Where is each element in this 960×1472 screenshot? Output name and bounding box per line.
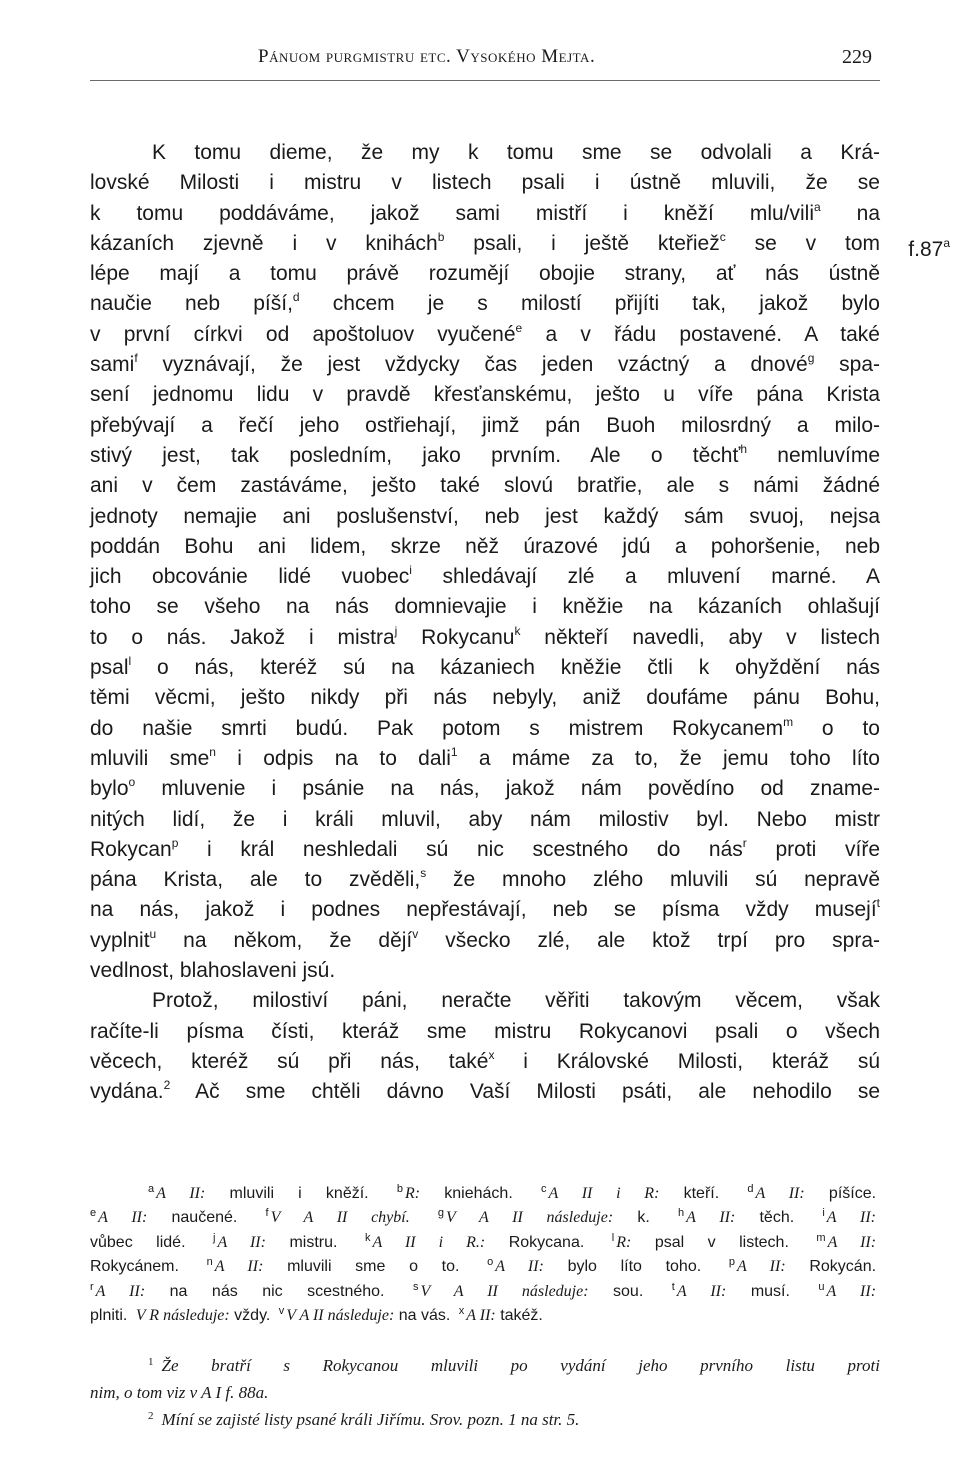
text-segment: jednoty nemajie ani poslušenství, neb jest každý sám svuoj, nejsa <box>90 504 880 528</box>
apparatus-source: A II: <box>686 1209 736 1227</box>
text-segment: na <box>820 201 881 225</box>
text-line <box>90 926 880 956</box>
apparatus-item <box>822 1209 876 1226</box>
apparatus-reading: bylo líto toho. <box>567 1258 702 1276</box>
text-line <box>90 683 880 713</box>
apparatus-line <box>90 1231 880 1255</box>
text-segment: se v tom <box>725 231 880 255</box>
footnote-text: Míní se zajisté listy psané králi Jiřímu. Srov. pozn. 1 na str. 5. <box>161 1410 580 1429</box>
margin-folio-sup: a <box>943 236 950 250</box>
footnote-number: 2 <box>148 1410 154 1422</box>
note-marker: v <box>412 926 419 941</box>
apparatus-source: R: <box>616 1233 632 1251</box>
text-segment: někteří navedli, aby v listech <box>520 625 881 649</box>
text-segment: Ač sme chtěli dávno Vaší Milosti psáti, ale nehodilo se <box>170 1080 880 1104</box>
note-marker: f <box>134 351 138 366</box>
apparatus-item <box>364 1231 585 1251</box>
apparatus-marker: a <box>148 1183 155 1195</box>
footnote-number: 1 <box>148 1356 154 1368</box>
apparatus-line <box>90 1206 880 1230</box>
note-marker: 2 <box>163 1078 171 1093</box>
apparatus-line <box>90 1280 880 1304</box>
apparatus-source: A II: <box>95 1282 146 1300</box>
apparatus-item <box>90 1234 186 1251</box>
note-marker: a <box>814 199 821 214</box>
text-segment: o to <box>793 716 880 740</box>
apparatus-marker: s <box>412 1280 419 1293</box>
text-line <box>90 380 880 410</box>
apparatus-reading: vždy. <box>234 1307 271 1325</box>
apparatus-marker: r <box>90 1280 94 1293</box>
text-line <box>90 532 880 562</box>
note-marker: n <box>209 744 216 759</box>
apparatus-reading: píšíce. <box>828 1185 877 1202</box>
text-segment: to o nás. Jakož i mistra <box>90 625 395 649</box>
apparatus-reading: mistru. <box>289 1233 338 1251</box>
text-segment: že mnoho zlého mluvili sú nepravě <box>426 868 880 892</box>
text-segment: chcem je s milostí přijíti tak, jakož bylo <box>299 292 880 316</box>
apparatus-marker: c <box>540 1183 547 1195</box>
apparatus-item <box>747 1185 876 1202</box>
note-marker: t <box>876 896 880 911</box>
text-segment: ani v čem zastáváme, ješto také slovú bratřie, ale s námi žádné <box>90 474 880 498</box>
note-marker: u <box>149 926 157 941</box>
text-line <box>90 744 880 774</box>
apparatus-source: A II: <box>676 1282 727 1300</box>
running-title: Pánuom purgmistru etc. Vysokého Mejta. <box>258 46 596 67</box>
text-segment: spa- <box>814 353 880 377</box>
apparatus-source: V A II chybí. <box>270 1209 410 1227</box>
text-line <box>90 714 880 744</box>
text-line <box>90 956 880 986</box>
apparatus-item <box>541 1185 719 1202</box>
apparatus-item <box>611 1231 789 1251</box>
text-segment: mluvili sme <box>90 746 210 770</box>
text-line <box>90 229 880 259</box>
text-line <box>90 774 880 804</box>
text-segment: i Královské Milosti, kteráž sú <box>494 1049 881 1073</box>
apparatus-reading: kteří. <box>683 1185 720 1202</box>
main-text <box>90 138 880 1108</box>
text-segment: na někom, že dějí <box>156 928 413 952</box>
apparatus-source: V R následuje: <box>135 1307 230 1325</box>
text-segment: poddán Bohu ani lidem, skrze něž úrazové jdú a pohoršenie, neb <box>90 534 880 558</box>
page-number: 229 <box>842 46 872 68</box>
apparatus-source: A II i R.: <box>372 1233 486 1251</box>
text-line <box>90 1017 880 1047</box>
text-segment: vedlnost, blahoslaveni jsú. <box>90 959 336 983</box>
apparatus-reading: plniti. <box>90 1307 128 1325</box>
text-segment: psali, i ještě kteřiež <box>444 231 720 255</box>
note-marker: h <box>740 441 748 456</box>
apparatus-marker: g <box>437 1207 445 1220</box>
text-segment: naučie neb píší, <box>90 292 293 316</box>
apparatus-marker: p <box>728 1256 735 1269</box>
note-marker: r <box>742 835 747 850</box>
apparatus-line <box>90 1182 880 1206</box>
apparatus-item <box>279 1307 451 1324</box>
apparatus-reading: mluvili i kněží. <box>229 1185 369 1202</box>
apparatus-item <box>459 1307 543 1324</box>
text-line <box>90 259 880 289</box>
text-segment: vydána. <box>90 1080 164 1104</box>
text-segment: o nás, kteréž sú na kázaniech kněžie čtli k ohyždění nás <box>131 656 880 680</box>
apparatus-marker: i <box>822 1207 825 1220</box>
apparatus-item <box>671 1280 790 1300</box>
text-line <box>90 623 880 653</box>
apparatus-item <box>207 1258 460 1275</box>
apparatus-source: A II: <box>466 1307 496 1325</box>
footnotes <box>90 1352 880 1433</box>
apparatus-marker: j <box>213 1231 216 1244</box>
apparatus-marker: k <box>364 1231 371 1244</box>
text-segment: račíte-li písma čísti, kteráž sme mistru Rokycanovi psali o všech <box>90 1019 880 1043</box>
apparatus-item <box>678 1209 794 1226</box>
text-line <box>90 805 880 835</box>
apparatus-marker: t <box>671 1280 675 1293</box>
apparatus-reading: psal v listech. <box>654 1233 789 1251</box>
text-segment: přebývají a řečí jeho ostřiehají, jimž pán Buoh milosrdný a milo- <box>90 413 880 437</box>
text-segment: na nás, jakož i podnes nepřestávají, neb se písma vždy musejí <box>90 898 877 922</box>
apparatus-source: A II: <box>736 1258 786 1276</box>
apparatus-marker: o <box>487 1256 494 1269</box>
text-line <box>90 592 880 622</box>
apparatus-source: A II: <box>826 1209 876 1227</box>
apparatus-source: V A II následuje: <box>420 1282 589 1300</box>
text-line <box>90 320 880 350</box>
text-segment: k tomu poddáváme, jakož sami mistří i kněží mlu/vili <box>90 201 815 225</box>
text-segment: mluvenie i psánie na nás, jakož nám povědíno od zname- <box>135 777 880 801</box>
apparatus-item <box>90 1307 127 1324</box>
apparatus-marker: v <box>278 1305 285 1318</box>
text-segment: a v řádu postavené. A také <box>522 322 880 346</box>
note-marker: m <box>783 714 794 729</box>
text-segment: lépe mají a tomu právě rozumějí obojie strany, ať nás ústně <box>90 262 880 286</box>
running-header <box>90 40 880 81</box>
text-segment: sami <box>90 353 135 377</box>
footnote-line <box>90 1406 880 1433</box>
note-marker: j <box>394 623 398 638</box>
apparatus-source: A II: <box>214 1258 264 1276</box>
apparatus-marker: x <box>458 1305 465 1318</box>
apparatus-source: A II: <box>495 1258 544 1276</box>
apparatus-reading: takéž. <box>500 1307 543 1325</box>
apparatus-reading: vůbec lidé. <box>90 1233 186 1251</box>
apparatus-item <box>266 1209 434 1226</box>
note-marker: s <box>420 866 427 881</box>
apparatus-item <box>818 1280 877 1300</box>
text-segment: bylo <box>90 777 129 801</box>
text-line <box>90 1077 880 1107</box>
footnote-text: Že bratří s Rokycanou mluvili po vydání jeho prvního listu proti <box>161 1356 880 1375</box>
text-segment: i odpis na to dali <box>215 746 451 770</box>
text-segment: pána Krista, ale to zvěděli, <box>90 868 421 892</box>
apparatus-reading: naučené. <box>171 1209 238 1227</box>
footnote-line <box>90 1352 880 1379</box>
note-marker: d <box>292 290 300 305</box>
apparatus-item <box>729 1258 876 1275</box>
apparatus-item <box>213 1231 338 1251</box>
text-line <box>90 1047 880 1077</box>
apparatus-item <box>90 1258 179 1275</box>
apparatus-marker: h <box>677 1207 685 1220</box>
apparatus-reading: Rokycánem. <box>90 1258 179 1276</box>
text-segment: Protož, milostiví páni, neračte věřiti takovým věcem, však <box>152 989 880 1013</box>
apparatus-reading: mluvili sme o to. <box>287 1258 460 1276</box>
apparatus-item <box>438 1209 650 1226</box>
text-segment: do našie smrti budú. Pak potom s mistrem Rokycanem <box>90 716 784 740</box>
text-segment: shledávají zlé a mluvení marné. A <box>411 565 880 589</box>
apparatus-marker: m <box>816 1231 826 1244</box>
apparatus-reading: těch. <box>759 1209 795 1227</box>
text-segment: toho se všeho na nás domnievajie i kněžie na kázaních ohlašují <box>90 595 880 619</box>
margin-folio-note <box>908 238 950 262</box>
apparatus-reading: Rokycana. <box>508 1233 585 1251</box>
footnote-line <box>90 1379 880 1406</box>
apparatus-item <box>412 1280 644 1300</box>
note-marker: l <box>128 654 132 669</box>
apparatus-item <box>816 1231 877 1251</box>
apparatus-item <box>397 1185 513 1202</box>
apparatus-source: A II: <box>827 1233 877 1251</box>
text-line <box>90 289 880 319</box>
apparatus-item <box>136 1307 271 1324</box>
text-segment: K tomu dieme, že my k tomu sme se odvolali a Krá- <box>152 141 880 164</box>
apparatus-source: V A II následuje: <box>446 1209 614 1227</box>
apparatus-item <box>487 1258 701 1275</box>
text-segment: i král neshledali sú nic scestného do nás <box>178 837 743 861</box>
apparatus-marker: e <box>90 1207 97 1220</box>
text-line <box>90 562 880 592</box>
text-line <box>90 471 880 501</box>
apparatus-source: R: <box>404 1185 421 1202</box>
apparatus-source: A II: <box>98 1209 148 1227</box>
apparatus-reading: kniehách. <box>444 1185 513 1202</box>
apparatus-reading: na vás. <box>398 1307 451 1325</box>
apparatus-item <box>90 1280 385 1300</box>
text-segment: vyplnit <box>90 928 150 952</box>
text-segment: lovské Milosti i mistru v listech psali i ústně mluvili, že se <box>90 171 880 195</box>
text-segment: věcech, kteréž sú při nás, také <box>90 1049 489 1073</box>
text-segment: v první církvi od apoštoluov vyučené <box>90 322 516 346</box>
apparatus-item <box>148 1185 369 1202</box>
note-marker: p <box>171 835 179 850</box>
apparatus-source: A II: <box>156 1185 206 1202</box>
text-line <box>90 895 880 925</box>
text-segment: Rokycan <box>90 837 172 861</box>
note-marker: b <box>437 229 445 244</box>
text-segment: kázaních zjevně i v knihách <box>90 231 438 255</box>
apparatus-marker: u <box>818 1280 825 1293</box>
apparatus-reading: k. <box>637 1209 650 1227</box>
text-segment: vyznávají, že jest vždycky čas jeden vzáctný a dnové <box>137 353 808 377</box>
apparatus-reading: musí. <box>750 1282 790 1300</box>
text-line <box>90 865 880 895</box>
apparatus-reading: na nás nic scestného. <box>169 1282 385 1300</box>
apparatus-source: V A II následuje: <box>286 1307 395 1325</box>
text-line <box>90 502 880 532</box>
text-segment: nemluvíme <box>747 443 880 467</box>
apparatus-line <box>90 1255 880 1279</box>
text-segment: Rokycanu <box>397 625 515 649</box>
critical-apparatus <box>90 1182 880 1328</box>
text-segment: všecko zlé, ale ktož trpí pro spra- <box>418 928 880 952</box>
note-marker: e <box>515 320 523 335</box>
text-segment: těmi věcmi, ješto nikdy při nás nebyly, aniž doufáme pánu Bohu, <box>90 686 880 710</box>
note-marker: i <box>409 563 412 578</box>
apparatus-marker: b <box>396 1183 403 1195</box>
note-marker: x <box>488 1047 495 1062</box>
apparatus-line <box>90 1304 880 1328</box>
text-line <box>90 835 880 865</box>
margin-folio-text: f.87 <box>908 238 944 261</box>
note-marker: g <box>807 351 815 366</box>
apparatus-source: A II: <box>755 1185 805 1202</box>
text-line <box>90 986 880 1016</box>
text-segment: a máme za to, že jemu toho líto <box>457 746 880 770</box>
text-line <box>90 168 880 198</box>
text-segment: stivý jest, tak posledním, jako prvním. Ale o těchť <box>90 443 741 467</box>
apparatus-reading: Rokycán. <box>809 1258 877 1276</box>
text-line <box>90 441 880 471</box>
apparatus-marker: n <box>206 1256 213 1269</box>
apparatus-source: A II: <box>826 1282 877 1300</box>
note-marker: 1 <box>450 744 458 759</box>
text-segment: jich obcovánie lidé vuobec <box>90 565 410 589</box>
text-segment: sení jednomu lidu v pravdě křesťanskému, ješto u víře pána Krista <box>90 383 880 407</box>
text-line <box>90 411 880 441</box>
note-marker: k <box>514 623 521 638</box>
footnote-text: nim, o tom viz v A I f. 88a. <box>90 1383 269 1402</box>
apparatus-marker: f <box>265 1207 269 1220</box>
note-marker: o <box>128 775 136 790</box>
text-segment: proti víře <box>746 837 880 861</box>
text-segment: nitých lidí, že i králi mluvil, aby nám milostiv byl. Nebo mistr <box>90 807 880 831</box>
apparatus-marker: l <box>611 1231 615 1244</box>
text-line <box>90 350 880 380</box>
apparatus-source: A II i R: <box>548 1185 660 1202</box>
apparatus-reading: sou. <box>613 1282 644 1300</box>
text-line <box>90 138 880 168</box>
text-line <box>90 199 880 229</box>
text-line <box>90 653 880 683</box>
apparatus-marker: d <box>747 1183 754 1195</box>
apparatus-item <box>90 1209 237 1226</box>
note-marker: c <box>719 229 726 244</box>
text-segment: psal <box>90 656 129 680</box>
apparatus-source: A II: <box>217 1233 266 1251</box>
